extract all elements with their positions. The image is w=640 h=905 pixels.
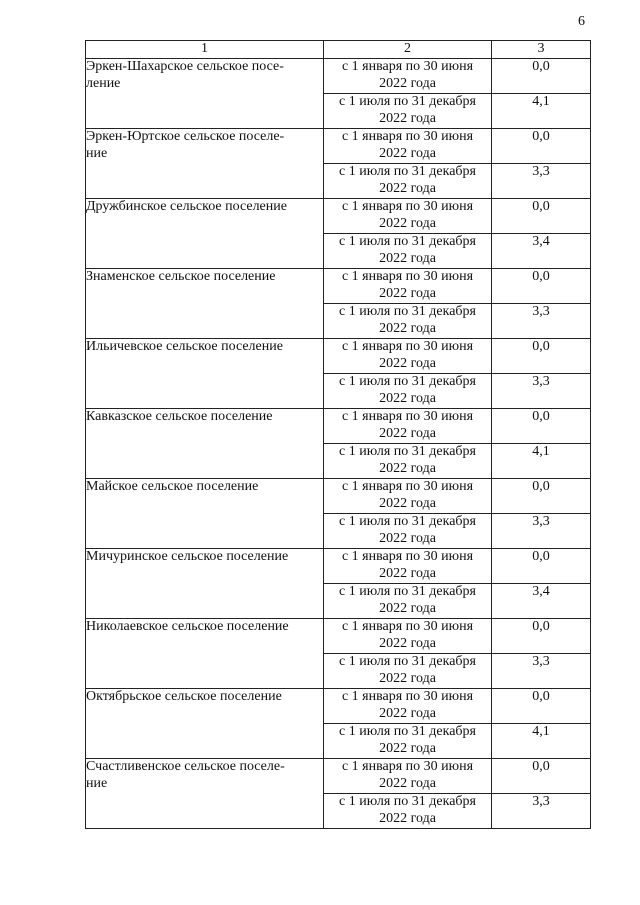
period-line-2: 2022 года [379,775,436,791]
settlement-name-line-1: Мичуринское сельское поселение [86,549,289,564]
settlement-name-cell [86,689,324,759]
settlement-name-line-1: Эркен-Юртское сельское поселе- [86,129,285,144]
value-cell-first-half: 0,0 [492,689,591,724]
table-row [86,689,591,724]
period-cell-second-half [324,304,492,339]
value-cell-second-half: 3,3 [492,794,591,829]
settlement-name-cell [86,549,324,619]
table-row [86,549,591,584]
period-cell-first-half [324,619,492,654]
table-row [86,269,591,304]
period-line-2: 2022 года [379,355,436,371]
value-cell-first-half: 0,0 [492,479,591,514]
value-cell-second-half: 3,3 [492,164,591,199]
period-cell-second-half [324,374,492,409]
table-row [86,409,591,444]
settlement-name-cell [86,759,324,829]
period-line-2: 2022 года [379,565,436,581]
period-line-1: с 1 января по 30 июня [341,479,474,494]
value-cell-second-half: 4,1 [492,724,591,759]
settlement-name-line-2: ние [86,775,108,791]
value-cell-first-half: 0,0 [492,59,591,94]
settlement-name-line-2: ние [86,145,108,161]
period-cell-second-half [324,514,492,549]
table-row [86,619,591,654]
column-header-3: 3 [492,41,591,59]
value-cell-first-half: 0,0 [492,549,591,584]
period-line-2: 2022 года [379,670,436,686]
period-line-1: с 1 января по 30 июня [341,549,474,564]
table-row [86,759,591,794]
period-line-1: с 1 июля по 31 декабря [339,724,476,739]
settlement-name-cell [86,339,324,409]
period-line-2: 2022 года [379,180,436,196]
period-line-2: 2022 года [379,740,436,756]
settlement-name-line-1: Николаевское сельское поселение [86,619,289,634]
period-line-1: с 1 июля по 31 декабря [339,304,476,319]
period-line-2: 2022 года [379,530,436,546]
value-cell-second-half: 4,1 [492,444,591,479]
settlement-name-line-1: Знаменское сельское поселение [86,269,276,284]
period-line-1: с 1 января по 30 июня [341,689,474,704]
period-line-1: с 1 января по 30 июня [341,759,474,774]
column-header-1: 1 [86,41,324,59]
settlement-name-line-1: Ильичевское сельское поселение [86,339,283,354]
period-cell-first-half [324,129,492,164]
settlement-name-line-1: Счастливенское сельское поселе- [86,759,285,774]
value-cell-first-half: 0,0 [492,269,591,304]
period-line-2: 2022 года [379,390,436,406]
rates-table [85,40,591,829]
value-cell-first-half: 0,0 [492,339,591,374]
period-line-2: 2022 года [379,145,436,161]
period-cell-second-half [324,584,492,619]
value-cell-second-half: 3,3 [492,304,591,339]
period-cell-first-half [324,339,492,374]
period-line-2: 2022 года [379,705,436,721]
table-row [86,59,591,94]
settlement-name-cell [86,409,324,479]
value-cell-second-half: 3,3 [492,374,591,409]
period-line-1: с 1 июля по 31 декабря [339,514,476,529]
period-line-2: 2022 года [379,495,436,511]
period-cell-second-half [324,724,492,759]
table-row [86,199,591,234]
table-header-row [86,41,591,59]
column-header-2: 2 [324,41,492,59]
value-cell-first-half: 0,0 [492,619,591,654]
period-cell-first-half [324,269,492,304]
table-body [86,59,591,829]
period-line-2: 2022 года [379,75,436,91]
period-line-1: с 1 января по 30 июня [341,129,474,144]
period-cell-second-half [324,234,492,269]
period-line-2: 2022 года [379,320,436,336]
table-row [86,479,591,514]
period-line-2: 2022 года [379,635,436,651]
period-line-1: с 1 июля по 31 декабря [339,94,476,109]
value-cell-first-half: 0,0 [492,129,591,164]
settlement-name-cell [86,479,324,549]
period-cell-first-half [324,549,492,584]
period-line-1: с 1 июля по 31 декабря [339,654,476,669]
value-cell-second-half: 3,3 [492,514,591,549]
period-line-2: 2022 года [379,810,436,826]
settlement-name-line-1: Дружбинское сельское поселение [86,199,287,214]
value-cell-first-half: 0,0 [492,199,591,234]
value-cell-first-half: 0,0 [492,409,591,444]
period-line-1: с 1 июля по 31 декабря [339,444,476,459]
period-line-2: 2022 года [379,110,436,126]
period-line-1: с 1 января по 30 июня [341,269,474,284]
period-line-2: 2022 года [379,460,436,476]
period-cell-second-half [324,444,492,479]
period-line-2: 2022 года [379,250,436,266]
settlement-name-cell [86,619,324,689]
settlement-name-line-1: Кавказское сельское поселение [86,409,273,424]
period-line-2: 2022 года [379,600,436,616]
settlement-name-cell [86,59,324,129]
period-cell-first-half [324,759,492,794]
value-cell-second-half: 3,4 [492,234,591,269]
period-cell-first-half [324,479,492,514]
period-cell-first-half [324,409,492,444]
settlement-name-cell [86,199,324,269]
settlement-name-line-1: Эркен-Шахарское сельское посе- [86,59,284,74]
period-line-1: с 1 июля по 31 декабря [339,164,476,179]
period-line-2: 2022 года [379,425,436,441]
table-row [86,129,591,164]
period-line-1: с 1 января по 30 июня [341,619,474,634]
period-cell-second-half [324,94,492,129]
settlement-name-line-1: Октябрьское сельское поселение [86,689,282,704]
period-line-1: с 1 июля по 31 декабря [339,374,476,389]
period-line-1: с 1 января по 30 июня [341,199,474,214]
value-cell-second-half: 3,3 [492,654,591,689]
period-line-2: 2022 года [379,215,436,231]
period-line-1: с 1 января по 30 июня [341,59,474,74]
table-row [86,339,591,374]
period-cell-second-half [324,794,492,829]
period-line-1: с 1 января по 30 июня [341,409,474,424]
period-cell-first-half [324,689,492,724]
period-cell-second-half [324,164,492,199]
period-line-1: с 1 июля по 31 декабря [339,794,476,809]
page-number: 6 [578,14,585,29]
period-line-2: 2022 года [379,285,436,301]
settlement-name-line-2: ление [86,75,121,91]
period-cell-first-half [324,59,492,94]
settlement-name-cell [86,129,324,199]
period-line-1: с 1 января по 30 июня [341,339,474,354]
value-cell-second-half: 3,4 [492,584,591,619]
period-line-1: с 1 июля по 31 декабря [339,234,476,249]
settlement-name-line-1: Майское сельское поселение [86,479,259,494]
value-cell-second-half: 4,1 [492,94,591,129]
value-cell-first-half: 0,0 [492,759,591,794]
period-line-1: с 1 июля по 31 декабря [339,584,476,599]
period-cell-first-half [324,199,492,234]
settlement-name-cell [86,269,324,339]
period-cell-second-half [324,654,492,689]
